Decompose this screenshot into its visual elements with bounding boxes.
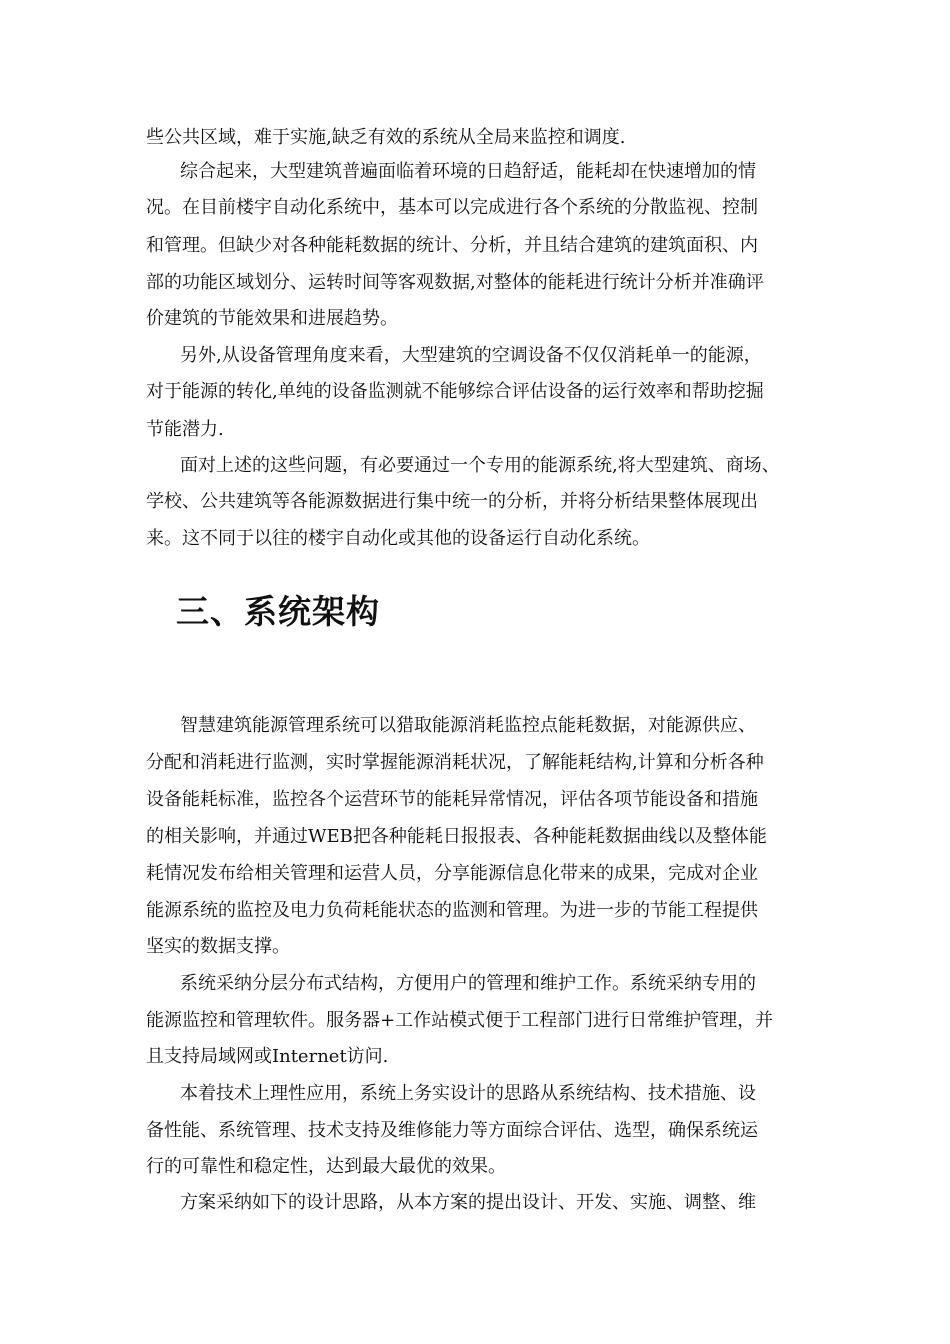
paragraph-line: 面对上述的这些问题，有必要通过一个专用的能源系统,将大型建筑、商场、 — [180, 455, 780, 476]
paragraph-line: 分配和消耗进行监测，实时掌握能源消耗状况，了解能耗结构,计算和分析各种 — [146, 752, 764, 773]
paragraph-line: 来。这不同于以往的楼宇自动化或其他的设备运行自动化系统。 — [146, 528, 650, 549]
paragraph-line: 能源监控和管理软件。服务器+工作站模式便于工程部门进行日常维护管理，并 — [146, 1010, 774, 1031]
paragraph-line: 些公共区域，难于实施,缺乏有效的系统从全局来监控和调度. — [146, 127, 626, 148]
paragraph-line: 价建筑的节能效果和进展趋势。 — [146, 308, 398, 329]
paragraph-line: 坚实的数据支撑。 — [146, 936, 290, 957]
paragraph-line: 智慧建筑能源管理系统可以猎取能源消耗监控点能耗数据，对能源供应、 — [180, 715, 756, 736]
paragraph-line: 的相关影响，并通过WEB把各种能耗日报报表、各种能耗数据曲线以及整体能 — [146, 826, 767, 847]
paragraph-line: 行的可靠性和稳定性，达到最大最优的效果。 — [146, 1156, 506, 1177]
paragraph-line: 节能潜力. — [146, 419, 224, 440]
paragraph-line: 能源系统的监控及电力负荷耗能状态的监测和管理。为进一步的节能工程提供 — [146, 900, 758, 921]
paragraph-line: 学校、公共建筑等各能源数据进行集中统一的分析，并将分析结果整体展现出 — [146, 491, 758, 512]
paragraph-line: 且支持局域网或Internet访问. — [146, 1046, 389, 1067]
paragraph-line: 系统采纳分层分布式结构，方便用户的管理和维护工作。系统采纳专用的 — [180, 973, 756, 994]
paragraph-line: 部的功能区域划分、运转时间等客观数据,对整体的能耗进行统计分析并准确评 — [146, 272, 764, 293]
paragraph-line: 备性能、系统管理、技术支持及维修能力等方面综合评估、选型，确保系统运 — [146, 1120, 758, 1141]
paragraph-line: 对于能源的转化,单纯的设备监测就不能够综合评估设备的运行效率和帮助挖掘 — [146, 381, 764, 402]
paragraph-line: 况。在目前楼宇自动化系统中，基本可以完成进行各个系统的分散监视、控制 — [146, 197, 758, 218]
paragraph-line: 设备能耗标准，监控各个运营环节的能耗异常情况，评估各项节能设备和措施 — [146, 789, 758, 810]
paragraph-line: 另外,从设备管理角度来看，大型建筑的空调设备不仅仅消耗单一的能源， — [180, 345, 762, 366]
paragraph-line: 综合起来，大型建筑普遍面临着环境的日趋舒适，能耗却在快速增加的情 — [180, 161, 756, 182]
paragraph-line: 耗情况发布给相关管理和运营人员，分享能源信息化带来的成果，完成对企业 — [146, 863, 758, 884]
paragraph-line: 和管理。但缺少对各种能耗数据的统计、分析，并且结合建筑的建筑面积、内 — [146, 235, 758, 256]
section-heading: 三、系统架构 — [176, 592, 380, 631]
paragraph-line: 本着技术上理性应用，系统上务实设计的思路从系统结构、技术措施、设 — [180, 1083, 756, 1104]
paragraph-line: 方案采纳如下的设计思路，从本方案的提出设计、开发、实施、调整、维 — [180, 1192, 756, 1213]
